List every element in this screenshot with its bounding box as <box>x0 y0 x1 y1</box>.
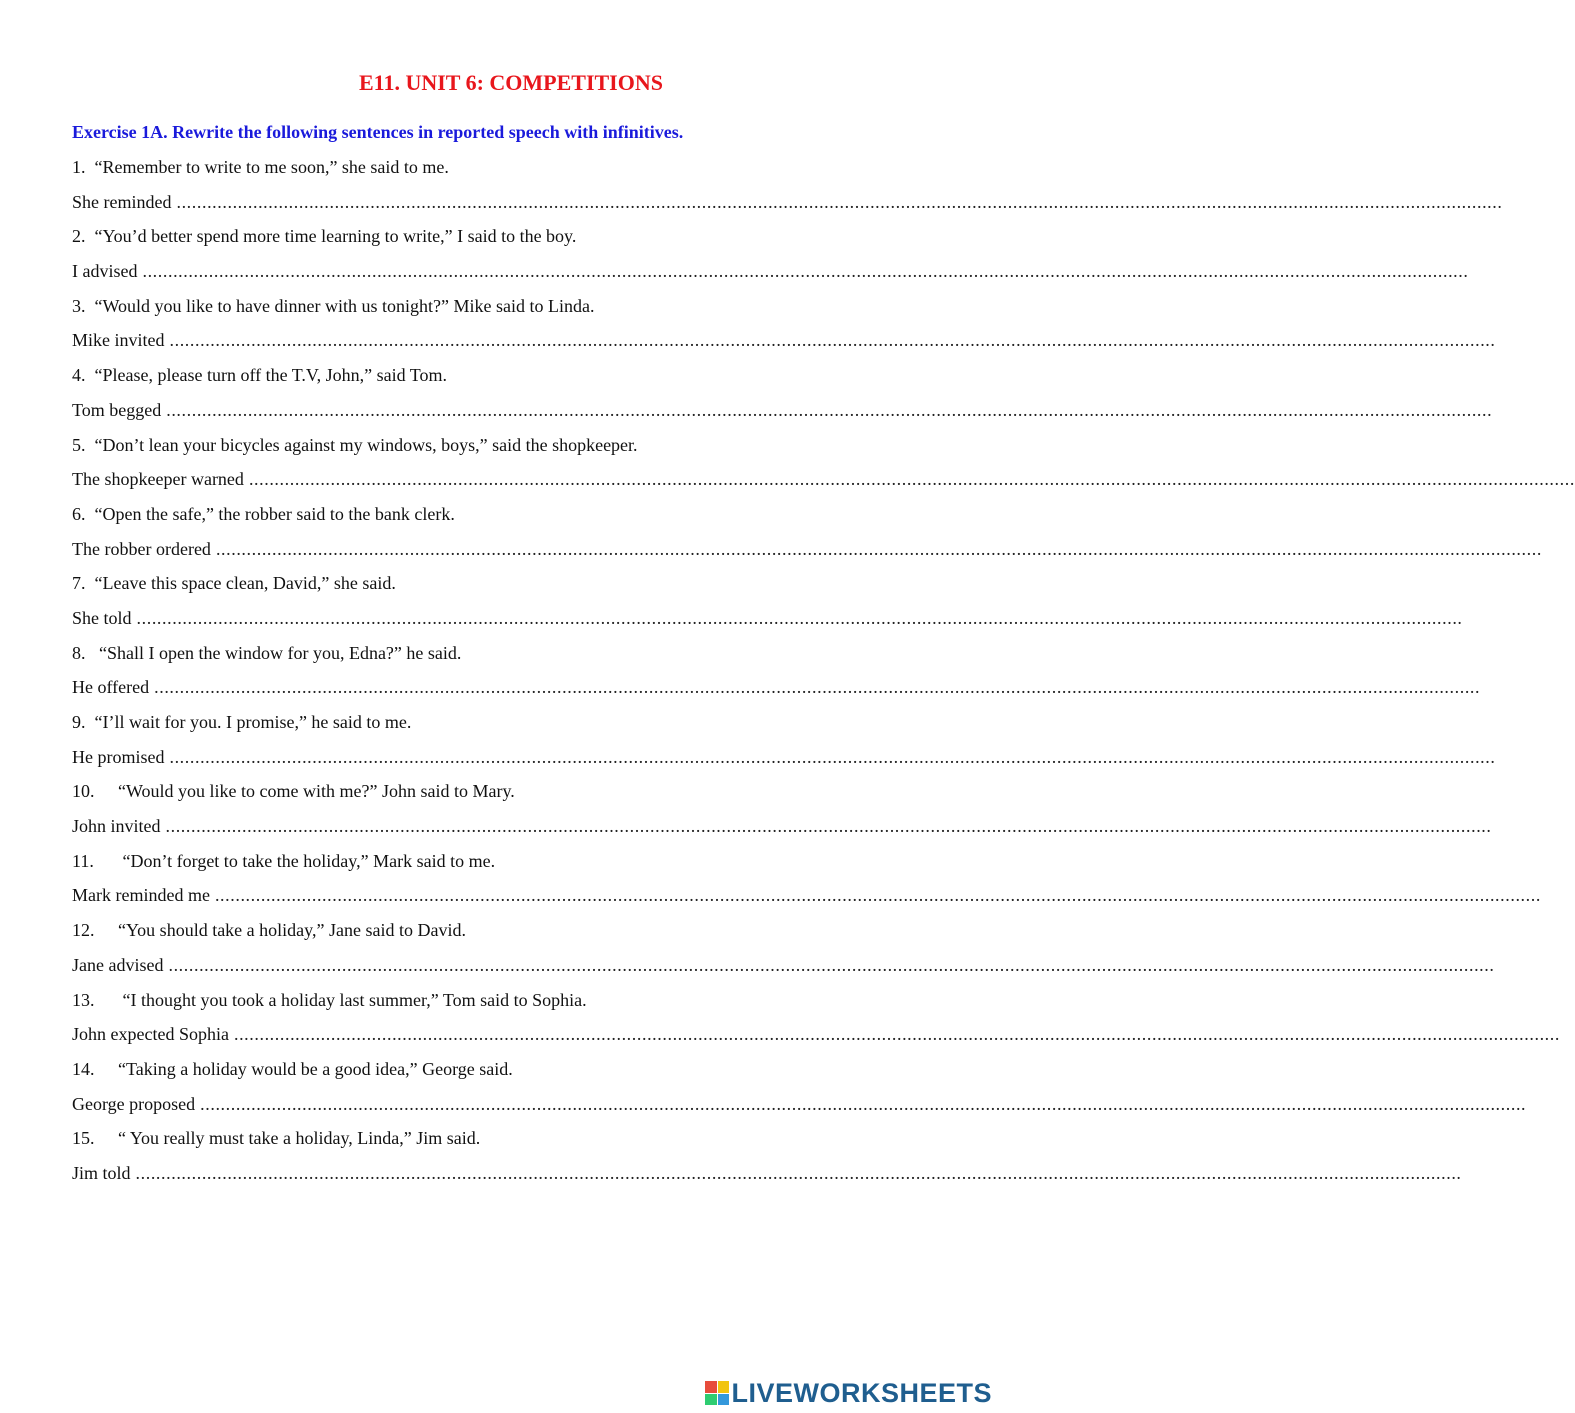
answer-blank[interactable]: .................................................................................................................................................................................................................................................................... <box>233 1024 1560 1045</box>
question-prompt-4 <box>72 363 932 398</box>
question-number: 1. <box>72 157 86 177</box>
logo-square <box>705 1381 717 1393</box>
answer-blank[interactable]: .................................................................................................................................................................................................................................................................... <box>169 746 1496 767</box>
question-prompt-2 <box>72 224 932 259</box>
question-prompt-10 <box>72 779 932 814</box>
question-text: “Open the safe,” the robber said to the bank clerk. <box>94 503 455 524</box>
question-text: “Remember to write to me soon,” she said to me. <box>94 157 449 177</box>
page-title: E11. UNIT 6: COMPETITIONS <box>359 70 663 95</box>
answer-line-7[interactable] <box>72 606 1463 641</box>
answer-stem: She told <box>72 607 132 628</box>
question-number: 3. <box>72 295 86 316</box>
question-number: 8. <box>72 642 86 663</box>
logo-square <box>705 1394 717 1406</box>
question-text: “Would you like to have dinner with us tonight?” Mike said to Linda. <box>94 295 595 316</box>
answer-line-6[interactable] <box>72 537 1542 572</box>
question-number: 5. <box>72 434 86 455</box>
question-text: “You should take a holiday,” Jane said to David. <box>118 920 466 941</box>
answer-line-15[interactable] <box>72 1161 1462 1196</box>
answer-stem: I advised <box>72 261 138 282</box>
question-text: “Please, please turn off the T.V, John,” said Tom. <box>94 365 448 386</box>
answer-blank[interactable]: .................................................................................................................................................................................................................................................................... <box>154 677 1481 698</box>
question-number: 10. <box>72 781 95 802</box>
answer-line-2[interactable] <box>72 259 1469 294</box>
question-text: “I thought you took a holiday last summer,” Tom said to Sophia. <box>118 989 587 1010</box>
answer-blank[interactable]: .................................................................................................................................................................................................................................................................... <box>168 954 1495 975</box>
question-number: 7. <box>72 573 86 594</box>
question-text: “You’d better spend more time learning to write,” I said to the boy. <box>94 226 577 247</box>
question-text: “Taking a holiday would be a good idea,” George said. <box>118 1058 513 1079</box>
question-prompt-3 <box>72 294 932 329</box>
answer-line-5[interactable] <box>72 467 1575 502</box>
question-text: “Leave this space clean, David,” she said. <box>94 573 396 594</box>
logo-square <box>718 1381 730 1393</box>
answer-stem: The robber ordered <box>72 538 211 559</box>
answer-stem: John expected Sophia <box>72 1024 229 1045</box>
answer-line-13[interactable] <box>72 1022 1560 1057</box>
answer-stem: George proposed <box>72 1093 196 1114</box>
answer-stem: Jim told <box>72 1162 131 1183</box>
question-prompt-8 <box>72 641 932 676</box>
answer-stem: Mike invited <box>72 330 165 351</box>
question-prompt-13 <box>72 988 932 1023</box>
answer-blank[interactable]: .................................................................................................................................................................................................................................................................... <box>135 1162 1462 1183</box>
answer-line-12[interactable] <box>72 953 1495 988</box>
logo-square <box>718 1394 730 1406</box>
question-prompt-15 <box>72 1126 932 1161</box>
question-number: 2. <box>72 226 86 247</box>
question-prompt-14 <box>72 1057 932 1092</box>
answer-stem: He offered <box>72 677 150 698</box>
answer-stem: The shopkeeper warned <box>72 469 244 490</box>
answer-stem: Mark reminded me <box>72 885 210 906</box>
exercise-instruction: Exercise 1A. Rewrite the following sentences in reported speech with infinitives. <box>72 122 684 142</box>
answer-line-3[interactable] <box>72 328 1496 363</box>
answer-line-14[interactable] <box>72 1092 1527 1127</box>
answer-blank[interactable]: .................................................................................................................................................................................................................................................................... <box>136 607 1463 628</box>
question-text: “Don’t lean your bicycles against my windows, boys,” said the shopkeeper. <box>94 434 638 455</box>
question-text: “Would you like to come with me?” John said to Mary. <box>118 781 515 802</box>
question-number: 15. <box>72 1128 95 1149</box>
question-number: 12. <box>72 920 95 941</box>
liveworksheets-logo <box>705 1378 992 1408</box>
question-text: “Don’t forget to take the holiday,” Mark said to me. <box>118 850 496 871</box>
question-prompt-6 <box>72 502 932 537</box>
answer-blank[interactable]: .................................................................................................................................................................................................................................................................... <box>166 399 1493 420</box>
question-prompt-7 <box>72 571 932 606</box>
question-number: 6. <box>72 503 86 524</box>
question-number: 11. <box>72 850 94 871</box>
question-number: 4. <box>72 365 86 386</box>
answer-blank[interactable]: .................................................................................................................................................................................................................................................................... <box>169 330 1496 351</box>
question-prompt-5 <box>72 433 932 468</box>
question-prompt-9 <box>72 710 932 745</box>
question-number: 9. <box>72 712 86 732</box>
answer-blank[interactable]: .................................................................................................................................................................................................................................................................... <box>142 261 1469 282</box>
answer-blank[interactable]: .................................................................................................................................................................................................................................................................... <box>200 1093 1527 1114</box>
question-text: “I’ll wait for you. I promise,” he said to me. <box>94 712 412 732</box>
question-prompt-11 <box>72 849 932 884</box>
question-text: “ You really must take a holiday, Linda,” Jim said. <box>118 1128 481 1149</box>
question-prompt-1 <box>72 155 932 190</box>
question-text: “Shall I open the window for you, Edna?” he said. <box>94 642 462 663</box>
logo-text: LIVEWORKSHEETS <box>731 1377 992 1408</box>
answer-stem: She reminded <box>72 191 172 212</box>
liveworksheets-logo-icon <box>705 1381 729 1405</box>
answer-blank[interactable]: .................................................................................................................................................................................................................................................................... <box>215 538 1542 559</box>
question-prompt-12 <box>72 918 932 953</box>
answer-blank[interactable]: .................................................................................................................................................................................................................................................................... <box>214 885 1541 906</box>
answer-stem: Jane advised <box>72 954 164 975</box>
question-number: 13. <box>72 989 95 1010</box>
answer-line-11[interactable] <box>72 883 1541 918</box>
answer-line-8[interactable] <box>72 675 1481 710</box>
answer-line-10[interactable] <box>72 814 1492 849</box>
answer-blank[interactable]: .................................................................................................................................................................................................................................................................... <box>165 816 1492 837</box>
question-number: 14. <box>72 1058 95 1079</box>
question-list <box>72 155 1575 1196</box>
answer-stem: Tom begged <box>72 399 162 420</box>
answer-line-1[interactable] <box>72 190 1503 225</box>
answer-blank[interactable]: .................................................................................................................................................................................................................................................................... <box>248 469 1575 490</box>
answer-stem: John invited <box>72 816 161 837</box>
answer-line-9[interactable] <box>72 745 1496 780</box>
answer-stem: He promised <box>72 746 165 767</box>
answer-blank[interactable]: .................................................................................................................................................................................................................................................................... <box>176 191 1503 212</box>
answer-line-4[interactable] <box>72 398 1493 433</box>
